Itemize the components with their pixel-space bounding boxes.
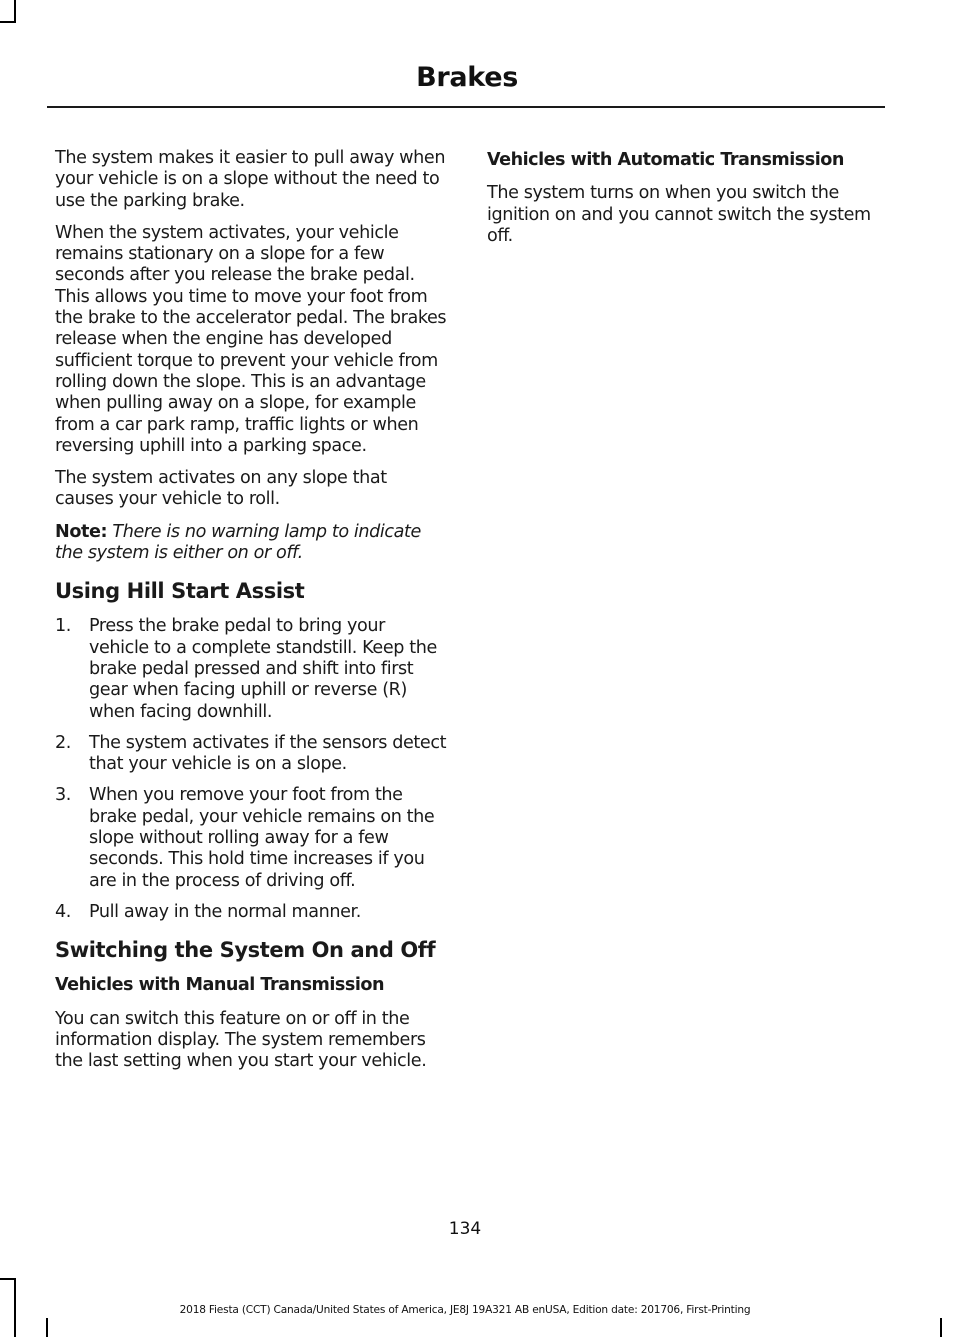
- section-heading-using: Using Hill Start Assist: [55, 579, 305, 604]
- intro-paragraph-2: When the system activates, your vehicle remains stationary on a slope for a few seconds after you release the brake pedal. This allows you time to move your foot from the brake to the accelerator pedal. The brakes release when the engine has developed sufficient torque to prevent your vehicle from rolling down the slope. This is an advantage when pulling away on a slope, for example from a car park ramp, traffic lights or when reversing uphill into a parking space.: [55, 222, 447, 456]
- footer-edition-info: 2018 Fiesta (CCT) Canada/United States of America, JE8J 19A321 AB enUSA, Edition date: 201706, First-Printing: [179, 1304, 751, 1316]
- steps-list: [55, 616, 448, 923]
- right-column: [487, 148, 882, 258]
- note-text: There is no warning lamp to indicate the system is either on or off.: [55, 521, 421, 564]
- list-item: [55, 616, 448, 722]
- subheading-automatic-transmission: Vehicles with Automatic Transmission: [487, 150, 844, 170]
- crop-mark-bottom-left-inner: [46, 1318, 48, 1337]
- step-text: When you remove your foot from the brake pedal, your vehicle remains on the slope without rolling away for a few seconds. This hold time increases if you are in the process of driving off.: [89, 785, 435, 891]
- crop-mark-bottom-left-h: [0, 1278, 16, 1280]
- crop-mark-top-left-h: [0, 21, 16, 23]
- step-text: Press the brake pedal to bring your vehicle to a complete standstill. Keep the brake pedal pressed and shift into first gear when facing uphill or reverse (R) when facing downhill.: [89, 616, 437, 722]
- step-number: 3.: [55, 785, 71, 806]
- list-item: [55, 785, 448, 891]
- automatic-transmission-text: The system turns on when you switch the ignition on and you cannot switch the system off.: [487, 183, 871, 246]
- intro-paragraph-3: The system activates on any slope that causes your vehicle to roll.: [55, 468, 387, 510]
- list-item: [55, 902, 448, 923]
- step-number: 1.: [55, 616, 71, 637]
- step-number: 2.: [55, 732, 71, 753]
- note-label: Note:: [55, 521, 108, 542]
- subheading-manual-transmission: Vehicles with Manual Transmission: [55, 975, 384, 996]
- crop-mark-bottom-right: [940, 1318, 942, 1337]
- step-text: The system activates if the sensors detect that your vehicle is on a slope.: [89, 732, 447, 775]
- left-column: [55, 148, 448, 1083]
- list-item: [55, 733, 448, 776]
- header-divider: [47, 106, 885, 108]
- step-number: 4.: [55, 901, 71, 922]
- step-text: Pull away in the normal manner.: [89, 901, 361, 922]
- page-number: 134: [448, 1219, 482, 1239]
- crop-mark-top-left-v: [14, 0, 16, 22]
- note: [55, 522, 448, 565]
- manual-transmission-text: You can switch this feature on or off in the information display. The system remembers the last setting when you start your vehicle.: [55, 1008, 427, 1072]
- intro-paragraph-1: The system makes it easier to pull away when your vehicle is on a slope without the need to use the parking brake.: [55, 148, 446, 211]
- section-heading-switching: Switching the System On and Off: [55, 938, 436, 963]
- page-header-title: Brakes: [416, 62, 518, 93]
